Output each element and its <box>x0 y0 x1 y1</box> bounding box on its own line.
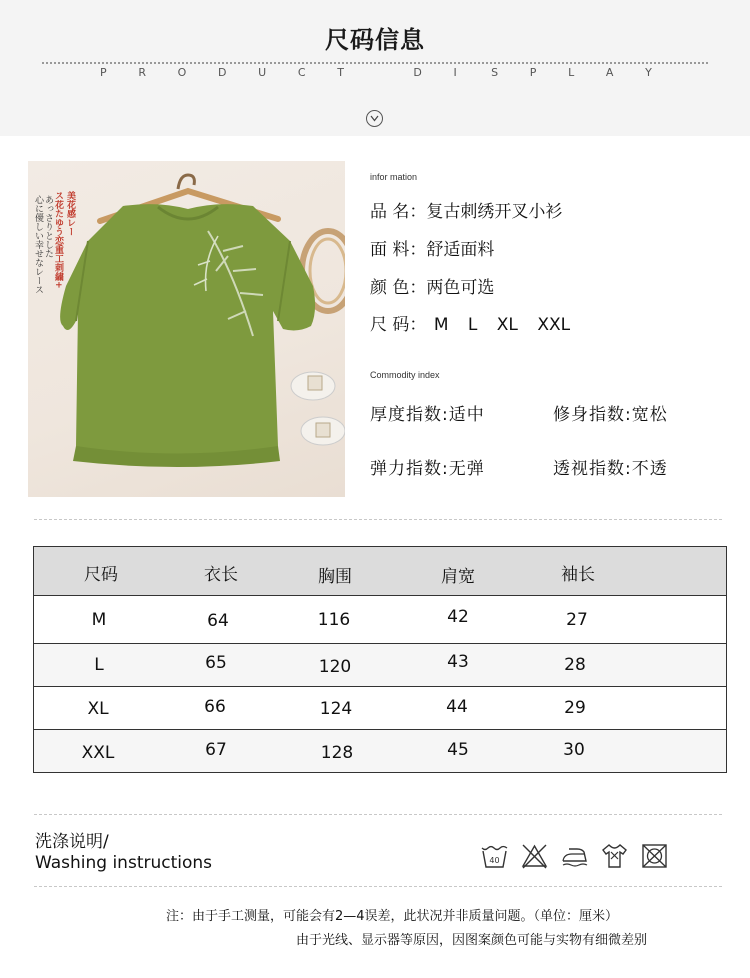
subtitle-letter: A <box>605 66 614 79</box>
table-cell: 120 <box>318 657 352 677</box>
photo-black-text-2: 心に優しい幸せなレース <box>33 195 43 294</box>
subtitle-letter: D <box>217 66 227 79</box>
color-note: 由于光线、显示器等原因，因图案颜色可能与实物有细微差别 <box>296 933 648 948</box>
subtitle-letter: I <box>453 66 457 79</box>
iron-low-icon <box>560 842 589 870</box>
washing-title-cn: 洗涤说明/ <box>35 832 109 852</box>
sandals-icon <box>291 372 345 445</box>
table-cell: 28 <box>564 655 586 675</box>
page-title: 尺码信息 <box>325 26 425 54</box>
hang-dry-icon <box>600 842 629 870</box>
table-cell: XXL <box>81 743 115 763</box>
photo-black-text-1: あっさりとした <box>43 195 53 258</box>
size-option: XL <box>496 315 518 335</box>
washing-title-en: Washing instructions <box>35 853 213 873</box>
elasticity-index: 弹力指数:无弹 <box>370 459 485 479</box>
fit-index: 修身指数:宽松 <box>553 405 668 425</box>
table-header-cell: 衣长 <box>204 565 238 585</box>
subtitle-letter: Y <box>645 66 652 79</box>
table-header-cell: 袖长 <box>561 565 595 585</box>
table-cell: 66 <box>204 697 226 717</box>
table-header-row <box>34 547 727 596</box>
table-row <box>34 730 727 773</box>
table-cell: 64 <box>207 611 229 631</box>
table-cell: 65 <box>205 653 227 673</box>
measurement-note: 注：由于手工测量，可能会有2—4误差，此状况并非质量问题。（单位：厘米） <box>166 909 619 924</box>
table-cell: 128 <box>320 743 354 763</box>
wash-temp-label: 40 <box>489 856 500 865</box>
washing-title <box>35 832 212 874</box>
photo-red-text-1: 美花感レー <box>65 191 75 236</box>
table-header-cell: 肩宽 <box>441 567 475 587</box>
table-cell: M <box>91 610 107 630</box>
thickness-index: 厚度指数:适中 <box>370 405 485 425</box>
size-option: L <box>467 315 478 335</box>
photo-red-text-2: ス花たゆう恋重工刺繍+ <box>53 191 63 289</box>
dashed-divider <box>34 519 722 520</box>
subtitle-letter: R <box>138 66 146 79</box>
info-section-label: infor mation <box>370 172 418 182</box>
color-info: 颜 色：两色可选 <box>370 278 495 298</box>
subtitle-letter: O <box>177 66 187 79</box>
sheer-index: 透视指数:不透 <box>553 459 668 479</box>
header-band <box>0 0 750 136</box>
subtitle-letter: T <box>337 66 344 79</box>
product-photo <box>28 161 345 497</box>
table-cell: 29 <box>564 698 586 718</box>
subtitle-letter: P <box>529 66 537 79</box>
table-cell: 43 <box>447 652 469 672</box>
chevron-down-circle-icon <box>366 110 383 127</box>
dotted-divider <box>42 62 708 64</box>
table-cell: 27 <box>566 610 588 630</box>
subtitle-letter: D <box>413 66 422 79</box>
table-cell: 44 <box>446 697 468 717</box>
no-tumble-dry-icon <box>640 842 669 870</box>
table-header-cell: 尺码 <box>84 565 118 585</box>
table-cell: 42 <box>447 607 469 627</box>
subtitle-letter: C <box>297 66 306 79</box>
table-row <box>34 644 727 687</box>
table-row <box>34 596 727 644</box>
subtitle-letter: S <box>491 66 499 79</box>
table-header-cell: 胸围 <box>318 567 352 587</box>
size-label: 尺 码： <box>370 315 427 335</box>
table-row <box>34 687 727 730</box>
washing-icons <box>480 842 669 870</box>
product-display-subtitle <box>0 66 750 79</box>
subtitle-letter: P <box>100 66 107 79</box>
commodity-index-label: Commodity index <box>370 370 440 380</box>
table-cell: 67 <box>205 740 227 760</box>
table-cell: 116 <box>317 610 351 630</box>
table-cell: 30 <box>563 740 585 760</box>
size-option: XXL <box>537 315 571 335</box>
table-cell: L <box>94 655 104 675</box>
no-bleach-icon <box>520 842 549 870</box>
table-cell: 45 <box>447 740 469 760</box>
table-cell: XL <box>87 699 109 719</box>
size-info <box>370 310 584 335</box>
size-table <box>33 546 727 773</box>
product-name: 品 名：复古刺绣开叉小衫 <box>370 202 563 222</box>
subtitle-letter: U <box>258 66 267 79</box>
garment-shirt <box>60 204 315 467</box>
subtitle-letter <box>376 66 382 79</box>
dashed-divider <box>34 886 722 887</box>
dashed-divider <box>34 814 722 815</box>
size-option: M <box>433 315 449 335</box>
wash-40-icon <box>480 842 509 870</box>
table-cell: 124 <box>319 699 353 719</box>
fabric-info: 面 料：舒适面料 <box>370 240 495 260</box>
subtitle-letter: L <box>568 66 575 79</box>
